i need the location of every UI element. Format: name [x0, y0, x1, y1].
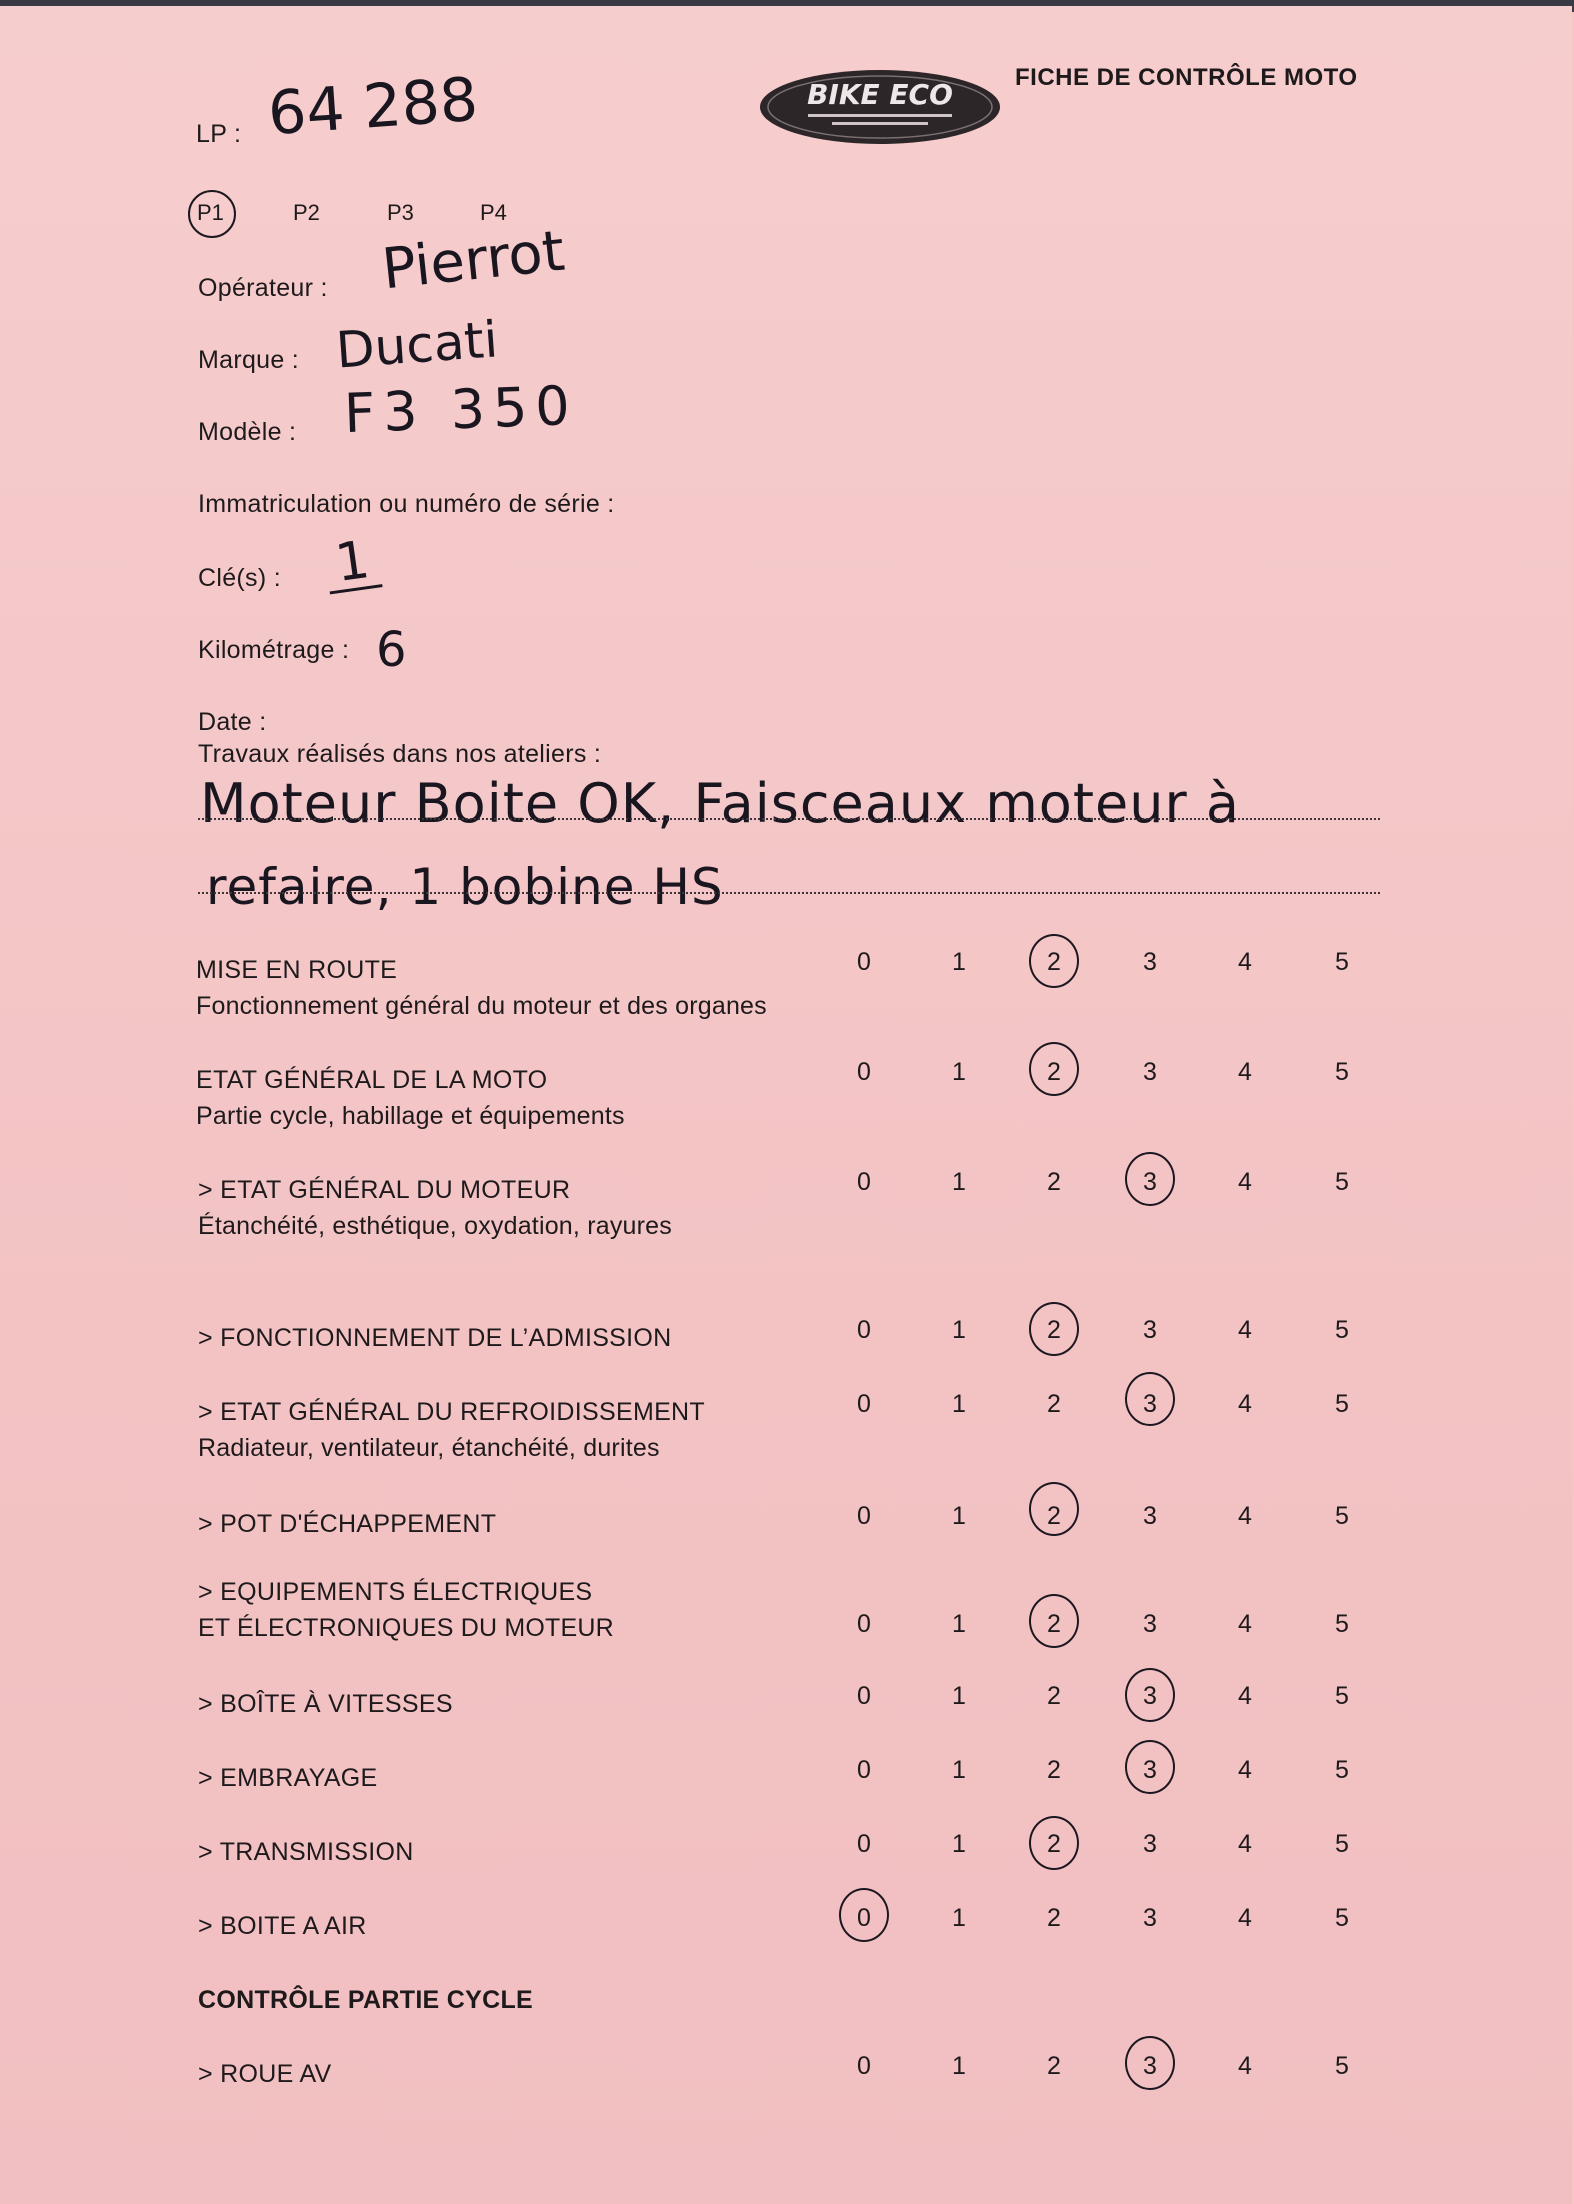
rating-selected-circle: [1125, 1152, 1175, 1206]
rating-row-title: > POT D'ÉCHAPPEMENT: [198, 1510, 497, 1538]
kilometrage-value[interactable]: 6: [376, 622, 407, 678]
rating-score-3[interactable]: 3: [1143, 1168, 1157, 1196]
rating-row-title: > BOÎTE À VITESSES: [198, 1690, 453, 1718]
rating-score-5[interactable]: 5: [1335, 1390, 1349, 1418]
rating-score-0[interactable]: 0: [857, 1390, 871, 1418]
rating-score-1[interactable]: 1: [952, 1610, 966, 1638]
rating-score-0[interactable]: 0: [857, 1316, 871, 1344]
date-label: Date :: [198, 708, 267, 736]
modele-value[interactable]: F3 350: [342, 373, 579, 446]
rating-score-3[interactable]: 3: [1143, 948, 1157, 976]
rating-score-2[interactable]: 2: [1047, 1316, 1061, 1344]
rating-score-2[interactable]: 2: [1047, 1830, 1061, 1858]
rating-score-0[interactable]: 0: [857, 1756, 871, 1784]
logo-text: BIKE ECO: [807, 78, 953, 111]
rating-score-1[interactable]: 1: [952, 948, 966, 976]
rating-score-4[interactable]: 4: [1238, 1756, 1252, 1784]
rating-row-title: MISE EN ROUTE: [196, 956, 398, 984]
rating-score-5[interactable]: 5: [1335, 1058, 1349, 1086]
rating-score-1[interactable]: 1: [952, 1168, 966, 1196]
rating-score-4[interactable]: 4: [1238, 1610, 1252, 1638]
rating-score-5[interactable]: 5: [1335, 1904, 1349, 1932]
rating-score-4[interactable]: 4: [1238, 2052, 1252, 2080]
rating-score-5[interactable]: 5: [1335, 1682, 1349, 1710]
rating-score-2[interactable]: 2: [1047, 2052, 1061, 2080]
rating-score-1[interactable]: 1: [952, 1390, 966, 1418]
lp-value: 64 288: [265, 64, 481, 150]
modele-label: Modèle :: [198, 418, 297, 446]
rating-score-3[interactable]: 3: [1143, 1610, 1157, 1638]
rating-score-4[interactable]: 4: [1238, 1904, 1252, 1932]
rating-selected-circle: [1125, 1372, 1175, 1426]
rating-score-2[interactable]: 2: [1047, 948, 1061, 976]
rating-score-0[interactable]: 0: [857, 1502, 871, 1530]
travaux-label: Travaux réalisés dans nos ateliers :: [198, 740, 602, 768]
rating-score-2[interactable]: 2: [1047, 1390, 1061, 1418]
marque-value[interactable]: Ducati: [334, 310, 500, 380]
rating-score-3[interactable]: 3: [1143, 1390, 1157, 1418]
rating-score-5[interactable]: 5: [1335, 1830, 1349, 1858]
rating-selected-circle: [1125, 1668, 1175, 1722]
rating-score-0[interactable]: 0: [857, 1830, 871, 1858]
rating-score-2[interactable]: 2: [1047, 1168, 1061, 1196]
position-p1[interactable]: P1: [197, 200, 224, 225]
rating-score-4[interactable]: 4: [1238, 1390, 1252, 1418]
travaux-dotted-line-1: [198, 818, 1380, 820]
rating-score-4[interactable]: 4: [1238, 1502, 1252, 1530]
rating-score-2[interactable]: 2: [1047, 1502, 1061, 1530]
rating-score-3[interactable]: 3: [1143, 1756, 1157, 1784]
marque-label: Marque :: [198, 346, 300, 374]
bike-eco-logo: [758, 68, 1002, 146]
rating-score-5[interactable]: 5: [1335, 1756, 1349, 1784]
rating-score-3[interactable]: 3: [1143, 1058, 1157, 1086]
rating-score-1[interactable]: 1: [952, 1502, 966, 1530]
immatriculation-label: Immatriculation ou numéro de série :: [198, 490, 615, 518]
rating-score-4[interactable]: 4: [1238, 948, 1252, 976]
position-p4[interactable]: P4: [480, 200, 507, 225]
rating-score-1[interactable]: 1: [952, 1830, 966, 1858]
rating-score-5[interactable]: 5: [1335, 948, 1349, 976]
rating-score-5[interactable]: 5: [1335, 1168, 1349, 1196]
rating-selected-circle: [1029, 1816, 1079, 1870]
rating-score-5[interactable]: 5: [1335, 2052, 1349, 2080]
rating-score-3[interactable]: 3: [1143, 1682, 1157, 1710]
rating-score-0[interactable]: 0: [857, 948, 871, 976]
rating-row-title: > TRANSMISSION: [198, 1838, 414, 1866]
rating-score-0[interactable]: 0: [857, 1058, 871, 1086]
rating-score-2[interactable]: 2: [1047, 1682, 1061, 1710]
rating-score-1[interactable]: 1: [952, 1756, 966, 1784]
kilometrage-label: Kilométrage :: [198, 636, 350, 664]
rating-row-subtitle: Radiateur, ventilateur, étanchéité, durites: [198, 1434, 660, 1462]
rating-score-3[interactable]: 3: [1143, 2052, 1157, 2080]
rating-score-1[interactable]: 1: [952, 1058, 966, 1086]
operateur-label: Opérateur :: [198, 274, 328, 302]
rating-row-title: > BOITE A AIR: [198, 1912, 367, 1940]
rating-score-4[interactable]: 4: [1238, 1316, 1252, 1344]
rating-row-title: > EMBRAYAGE: [198, 1764, 378, 1792]
rating-selected-circle: [1029, 1042, 1079, 1096]
position-p3[interactable]: P3: [387, 200, 414, 225]
rating-score-4[interactable]: 4: [1238, 1830, 1252, 1858]
rating-selected-circle: [1029, 1302, 1079, 1356]
rating-selected-circle: [839, 1888, 889, 1942]
rating-score-4[interactable]: 4: [1238, 1058, 1252, 1086]
cles-label: Clé(s) :: [198, 564, 281, 592]
rating-score-0[interactable]: 0: [857, 1682, 871, 1710]
rating-score-3[interactable]: 3: [1143, 1502, 1157, 1530]
travaux-line-2[interactable]: refaire, 1 bobine HS: [206, 858, 724, 916]
rating-selected-circle: [1125, 1740, 1175, 1794]
rating-row-title: > ETAT GÉNÉRAL DU MOTEUR: [198, 1176, 571, 1204]
rating-score-1[interactable]: 1: [952, 1904, 966, 1932]
rating-score-0[interactable]: 0: [857, 1610, 871, 1638]
rating-score-3[interactable]: 3: [1143, 1904, 1157, 1932]
rating-score-4[interactable]: 4: [1238, 1168, 1252, 1196]
rating-score-0[interactable]: 0: [857, 1168, 871, 1196]
rating-selected-circle: [1029, 1482, 1079, 1536]
rating-row-title: > ROUE AV: [198, 2060, 332, 2088]
rating-score-1[interactable]: 1: [952, 2052, 966, 2080]
rating-score-2[interactable]: 2: [1047, 1904, 1061, 1932]
rating-row-subtitle: Partie cycle, habillage et équipements: [196, 1102, 625, 1130]
rating-score-0[interactable]: 0: [857, 1904, 871, 1932]
cles-value[interactable]: 1: [322, 533, 382, 595]
rating-score-5[interactable]: 5: [1335, 1316, 1349, 1344]
position-p2[interactable]: P2: [293, 200, 320, 225]
rating-score-3[interactable]: 3: [1143, 1830, 1157, 1858]
form-sheet: [0, 6, 1572, 2204]
rating-selected-circle: [1125, 2036, 1175, 2090]
rating-row-title: > ETAT GÉNÉRAL DU REFROIDISSEMENT: [198, 1398, 705, 1426]
section-partie-cycle: CONTRÔLE PARTIE CYCLE: [198, 1986, 534, 2014]
rating-row-title: > EQUIPEMENTS ÉLECTRIQUES: [198, 1578, 593, 1606]
rating-score-5[interactable]: 5: [1335, 1502, 1349, 1530]
rating-score-2[interactable]: 2: [1047, 1756, 1061, 1784]
rating-score-4[interactable]: 4: [1238, 1682, 1252, 1710]
travaux-dotted-line-2: [198, 892, 1380, 894]
rating-row-subtitle: Fonctionnement général du moteur et des organes: [196, 992, 767, 1020]
rating-row-subtitle: Étanchéité, esthétique, oxydation, rayures: [198, 1212, 672, 1240]
travaux-line-1[interactable]: Moteur Boite OK, Faisceaux moteur à: [200, 772, 1240, 835]
operateur-value[interactable]: Pierrot: [379, 218, 568, 303]
sheet-title: FICHE DE CONTRÔLE MOTO: [1015, 64, 1358, 91]
rating-score-1[interactable]: 1: [952, 1682, 966, 1710]
lp-label: LP :: [196, 120, 242, 148]
rating-score-5[interactable]: 5: [1335, 1610, 1349, 1638]
rating-row-subtitle: ET ÉLECTRONIQUES DU MOTEUR: [198, 1614, 614, 1642]
rating-score-0[interactable]: 0: [857, 2052, 871, 2080]
rating-row-title: ETAT GÉNÉRAL DE LA MOTO: [196, 1066, 548, 1094]
rating-score-2[interactable]: 2: [1047, 1610, 1061, 1638]
rating-score-1[interactable]: 1: [952, 1316, 966, 1344]
rating-score-2[interactable]: 2: [1047, 1058, 1061, 1086]
rating-score-3[interactable]: 3: [1143, 1316, 1157, 1344]
rating-selected-circle: [1029, 934, 1079, 988]
rating-row-title: > FONCTIONNEMENT DE L’ADMISSION: [198, 1324, 672, 1352]
rating-selected-circle: [1029, 1594, 1079, 1648]
